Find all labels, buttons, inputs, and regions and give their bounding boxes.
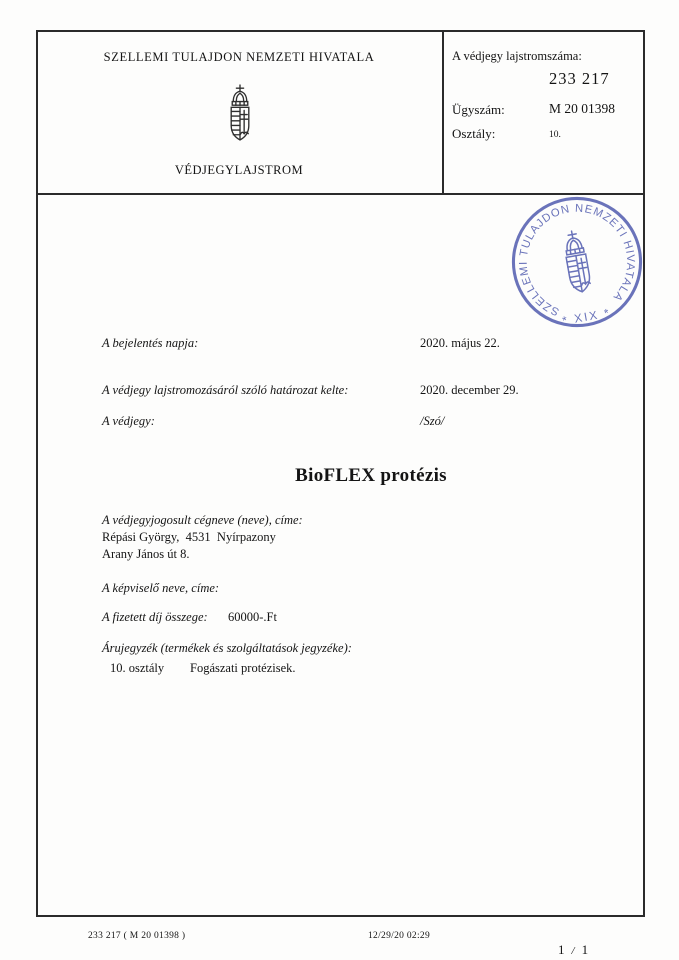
registration-number: 233 217 [549, 69, 610, 88]
trademark-title: BioFLEX protézis [295, 465, 447, 486]
footer-datetime: 12/29/20 02:29 [368, 931, 430, 941]
page-separator: / [571, 945, 575, 957]
filing-date-value: 2020. május 22. [420, 336, 500, 350]
footer-page-indicator [545, 926, 588, 960]
owner-name-address-line2: Arany János út 8. [102, 547, 190, 561]
footer-reference: 233 217 ( M 20 01398 ) [88, 931, 186, 941]
owner-label: A védjegyjogosult cégneve (neve), címe: [102, 513, 303, 527]
hungarian-coat-of-arms-icon [224, 84, 256, 142]
registration-decision-date-label: A védjegy lajstromozásáról szóló határozat kelte: [102, 383, 349, 397]
registration-decision-date-value: 2020. december 29. [420, 383, 519, 397]
class-number: 10. [549, 130, 561, 140]
owner-name-address-line1: Répási György, 4531 Nyírpazony [102, 530, 276, 544]
case-number-label: Ügyszám: [452, 102, 505, 117]
stamp-coat-of-arms-icon [562, 229, 592, 293]
document-type-title: VÉDJEGYLAJSTROM [174, 163, 304, 177]
office-name: SZELLEMI TULAJDON NEMZETI HIVATALA [103, 50, 375, 64]
page-total: 1 [581, 942, 589, 957]
stamp-ring-text: SZELLEMI TULAJDON NEMZETI HIVATALA [517, 202, 637, 318]
page-current: 1 [558, 942, 565, 957]
case-number: M 20 01398 [549, 101, 616, 116]
goods-list-label: Árujegyzék (termékek és szolgáltatások jegyzéke): [102, 641, 352, 655]
representative-label: A képviselő neve, címe: [102, 581, 220, 595]
stamp-bottom-text: * XIX * [561, 306, 612, 328]
fee-value: 60000-.Ft [228, 610, 277, 624]
official-round-stamp [495, 180, 659, 344]
goods-items: Fogászati protézisek. [190, 661, 296, 675]
class-label: Osztály: [452, 126, 496, 141]
goods-class: 10. osztály [110, 661, 165, 675]
trademark-type-value: /Szó/ [420, 414, 445, 428]
header-vertical-divider [442, 30, 444, 193]
fee-label: A fizetett díj összege: [102, 610, 208, 624]
trademark-type-label: A védjegy: [102, 414, 155, 428]
filing-date-label: A bejelentés napja: [102, 336, 199, 350]
registration-number-label: A védjegy lajstromszáma: [452, 49, 582, 63]
